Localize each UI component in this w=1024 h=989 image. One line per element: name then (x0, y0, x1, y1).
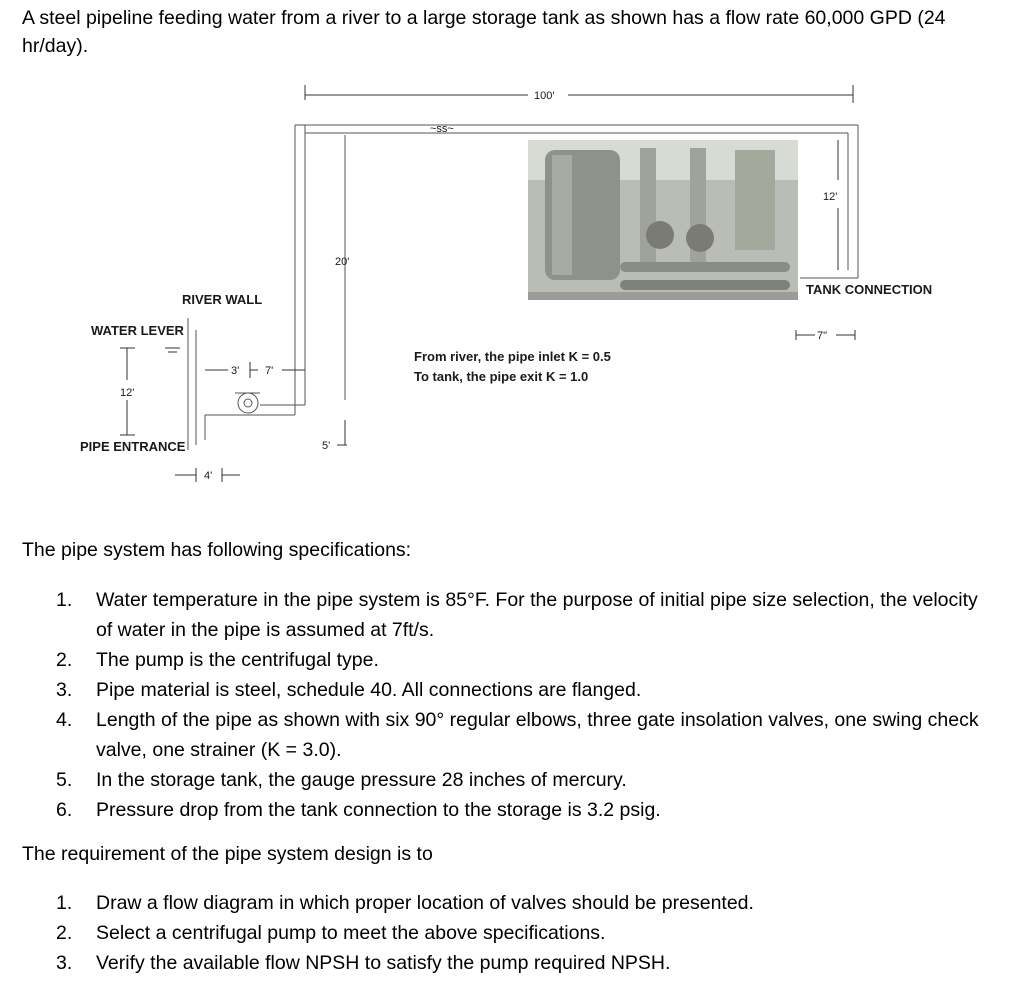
label-7in: 7" (817, 330, 828, 342)
break-mark: ~ss~ (430, 123, 454, 135)
label-river-12ft: 12' (120, 387, 135, 399)
note-inlet-k: From river, the pipe inlet K = 0.5 (414, 349, 611, 364)
list-item: 3. Verify the available flow NPSH to satisfy the pump required NPSH. (56, 952, 671, 974)
label-river-wall: RIVER WALL (182, 292, 263, 307)
label-5ft: 5' (322, 440, 331, 452)
label-tank-connection: TANK CONNECTION (806, 282, 933, 297)
note-exit-k: To tank, the pipe exit K = 1.0 (414, 369, 589, 384)
label-water-level: WATER LEVER (91, 323, 184, 338)
requirements-list (56, 888, 986, 978)
dimension-3ft-7ft (205, 362, 305, 378)
list-item: 4. Length of the pipe as shown with six 90° regular elbows, three gate insolation valves, one swing check valve, one strainer (K = 3.0). (56, 709, 979, 761)
list-item: 1. Draw a flow diagram in which proper location of valves should be presented. (56, 892, 754, 914)
list-item: 5. In the storage tank, the gauge pressure 28 inches of mercury. (56, 769, 627, 791)
specifications-list (56, 585, 986, 825)
dimension-100ft (305, 85, 853, 103)
label-pipe-entrance: PIPE ENTRANCE (80, 439, 186, 454)
problem-intro: A steel pipeline feeding water from a river to a large storage tank as shown has a flow rate 60,000 GPD (24 hr/day). (22, 7, 946, 57)
label-20ft: 20' (335, 256, 350, 268)
storage-tank-photo (528, 140, 798, 300)
label-100ft: 100' (534, 90, 555, 102)
label-tank-12ft: 12' (823, 191, 838, 203)
dimension-5ft (337, 420, 347, 445)
label-4ft: 4' (204, 470, 213, 482)
specifications-heading: The pipe system has following specifications: (22, 539, 412, 561)
label-3ft: 3' (231, 365, 240, 377)
list-item: 1. Water temperature in the pipe system is 85°F. For the purpose of initial pipe size selection, the velocity of water in the pipe is assumed at 7ft/s. (56, 589, 978, 641)
list-item: 2. Select a centrifugal pump to meet the above specifications. (56, 922, 606, 944)
label-7ft: 7' (265, 365, 274, 377)
list-item: 3. Pipe material is steel, schedule 40. All connections are flanged. (56, 679, 642, 701)
list-item: 6. Pressure drop from the tank connection to the storage is 3.2 psig. (56, 799, 661, 821)
pump-icon (235, 393, 260, 413)
requirements-heading: The requirement of the pipe system design is to (22, 843, 433, 865)
list-item: 2. The pump is the centrifugal type. (56, 649, 379, 671)
